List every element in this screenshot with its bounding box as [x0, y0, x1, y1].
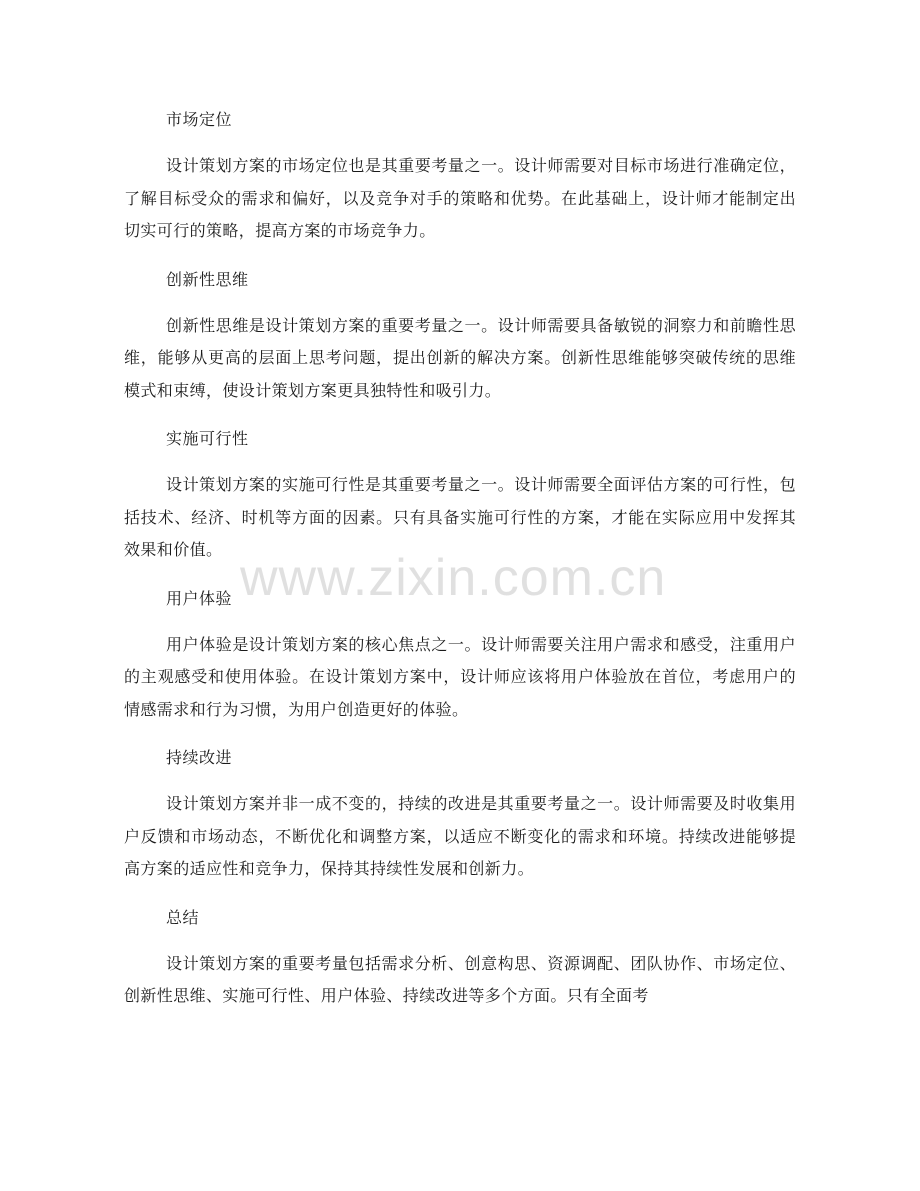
- section-body-continuous-improvement: 设计策划方案并非一成不变的，持续的改进是其重要考量之一。设计师需要及时收集用户反馈和市场动态，不断优化和调整方案，以适应不断变化的需求和环境。持续改进能够提高方案的适应性和竞争力，保持其持续性发展和创新力。: [124, 794, 796, 878]
- section-body-user-experience: 用户体验是设计策划方案的核心焦点之一。设计师需要关注用户需求和感受，注重用户的主观感受和使用体验。在设计策划方案中，设计师应该将用户体验放在首位，考虑用户的情感需求和行为习惯，为用户创造更好的体验。: [124, 634, 796, 719]
- document-content: [124, 104, 796, 1029]
- section-body-feasibility: 设计策划方案的实施可行性是其重要考量之一。设计师需要全面评估方案的可行性，包括技术、经济、时机等方面的因素。只有具备实施可行性的方案，才能在实际应用中发挥其效果和价值。: [124, 475, 796, 559]
- section-heading-user-experience: 用户体验: [166, 588, 233, 608]
- section-heading-innovative-thinking: 创新性思维: [166, 269, 249, 289]
- watermark: www.zixin.com.cn: [240, 549, 667, 607]
- section-body-summary: 设计策划方案的重要考量包括需求分析、创意构思、资源调配、团队协作、市场定位、创新性思维、实施可行性、用户体验、持续改进等多个方面。只有全面考: [124, 953, 796, 1005]
- section-body-innovative-thinking: 创新性思维是设计策划方案的重要考量之一。设计师需要具备敏锐的洞察力和前瞻性思维，能够从更高的层面上思考问题，提出创新的解决方案。创新性思维能够突破传统的思维模式和束缚，使设计策划方案更具独特性和吸引力。: [124, 315, 796, 400]
- section-heading-continuous-improvement: 持续改进: [166, 748, 233, 767]
- section-body-market-positioning: 设计策划方案的市场定位也是其重要考量之一。设计师需要对目标市场进行准确定位，了解目标受众的需求和偏好，以及竞争对手的策略和优势。在此基础上，设计师才能制定出切实可行的策略，提高方案的市场竞争力。: [124, 156, 796, 240]
- section-heading-market-positioning: 市场定位: [166, 110, 233, 129]
- section-heading-summary: 总结: [166, 907, 200, 927]
- section-heading-feasibility: 实施可行性: [166, 429, 249, 448]
